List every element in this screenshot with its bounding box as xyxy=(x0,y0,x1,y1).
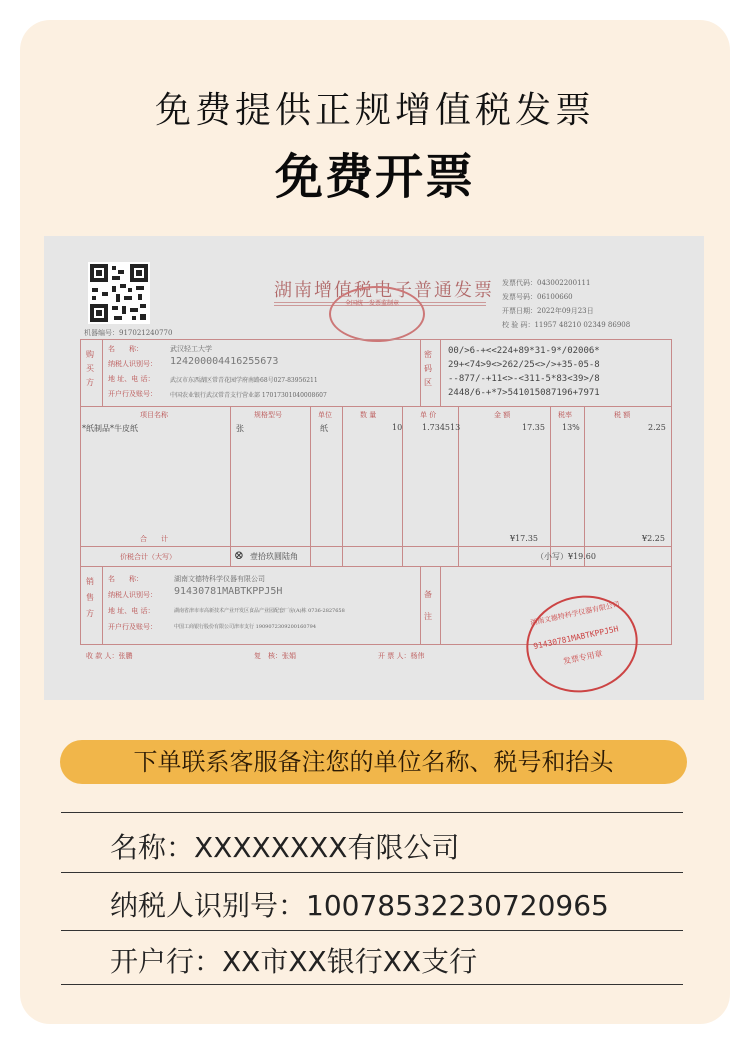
seller-row-top xyxy=(80,566,672,567)
seller-name-label: 名 称： xyxy=(108,575,143,583)
sum-small: （小写）¥19.60 xyxy=(536,552,596,561)
seller-name: 湖南文德特科学仪器有限公司 xyxy=(174,575,265,583)
code-line-4: 2448/6-+*7>541015087196+7971 xyxy=(448,388,600,398)
total-amount: ¥17.35 xyxy=(510,534,538,543)
col-unit: 单位 xyxy=(318,411,332,419)
buyer-name: 武汉轻工大学 xyxy=(170,345,212,353)
tax-id-row: 纳税人识别号：1007853223072096​5 xyxy=(110,889,609,922)
col-qty: 数 量 xyxy=(360,411,377,419)
col-divider-2 xyxy=(310,406,311,566)
notice-banner: 下单联系客服备注您的单位名称、税号和抬头 xyxy=(60,740,687,784)
item-price: 1.734513 xyxy=(422,423,461,432)
issuer-label: 开 票 人：杨伟 xyxy=(378,652,425,660)
col-divider-1 xyxy=(230,406,231,566)
seller-taxid-label: 纳税人识别号： xyxy=(108,591,157,599)
col-price: 单 价 xyxy=(420,411,437,419)
buyer-label-divider xyxy=(102,339,103,406)
seal-special-text: 发票专用章 xyxy=(562,649,604,667)
total-tax: ¥2.25 xyxy=(642,534,665,543)
seller-address: 湖南省津市市高新技术产业开发区食品产业园配套厂房(A)栋 0736-2827658 xyxy=(174,608,345,614)
invoice-code: 发票代码：043002200111 xyxy=(502,279,591,287)
supervision-seal-text: 全国统一发票监制章 xyxy=(345,300,400,307)
seal-company-text: 湖南文德特科学仪器有限公司 xyxy=(529,600,621,628)
item-tax: 2.25 xyxy=(648,423,666,432)
buyer-taxid-label: 纳税人识别号： xyxy=(108,360,157,368)
item-qty: 10 xyxy=(392,423,403,432)
company-name-row: 名称：XXXXXXXX有限公司 xyxy=(110,831,460,864)
code-line-3: --877/-+11<>-<311-5*83<39>/8 xyxy=(448,374,600,384)
remark-label: 备注 xyxy=(424,590,432,621)
divider-2 xyxy=(61,872,683,873)
item-unit-zhi: 纸 xyxy=(320,424,328,433)
invoice-promo-card xyxy=(20,20,730,1024)
col-spec: 规格型号 xyxy=(254,411,282,419)
bank-row: 开户行：XX市XX银行XX支行 xyxy=(110,945,478,978)
buyer-side-label: 购买方 xyxy=(86,350,94,387)
reviewer-label: 复 核：张娟 xyxy=(254,652,296,660)
item-amount: 17.35 xyxy=(522,423,545,432)
seal-taxid-text: 91430781MABTKPPJ5H xyxy=(532,624,620,652)
total-label: 合 计 xyxy=(140,535,168,543)
seller-side-label: 销售方 xyxy=(86,577,94,618)
col-divider-7 xyxy=(584,406,585,566)
seller-taxid: 91430781MABTKPPJ5H xyxy=(174,586,283,597)
divider-1 xyxy=(61,812,683,813)
buyer-name-label: 名 称： xyxy=(108,345,143,353)
invoice-title: 湖南增值税电子普通发票 xyxy=(274,280,494,301)
buyer-address: 武汉市东西湖区常青花园学府南路68号027-83956211 xyxy=(170,377,318,384)
buyer-address-label: 地 址、电 话： xyxy=(108,375,155,383)
item-tax-rate: 13% xyxy=(562,423,580,432)
sum-row-top xyxy=(80,546,672,547)
col-divider-3 xyxy=(342,406,343,566)
code-line-1: 00/>6-+<<224+89*31-9*/02006* xyxy=(448,346,600,356)
seller-bank-label: 开户行及账号： xyxy=(108,623,157,631)
remark-divider xyxy=(420,566,421,645)
promo-title: 免费开票 xyxy=(274,149,475,205)
invoice-document xyxy=(44,236,704,700)
sum-row-divider xyxy=(230,546,231,566)
seller-bank: 中国工商银行股份有限公司津市支行 1909072309200160794 xyxy=(174,624,317,630)
supervision-seal xyxy=(329,286,425,342)
invoice-number: 发票号码：06100660 xyxy=(502,293,573,301)
payee-label: 收 款 人：张鹏 xyxy=(86,652,133,660)
seller-address-label: 地 址、电 话： xyxy=(108,607,155,615)
sum-circle-icon: ⊗ xyxy=(234,548,245,562)
item-name: *纸制品*牛皮纸 xyxy=(82,424,138,433)
code-area-label: 密码区 xyxy=(424,350,432,387)
col-amount: 金 额 xyxy=(494,411,511,419)
col-tax-rate: 税率 xyxy=(558,411,572,419)
seller-label-divider xyxy=(102,566,103,645)
col-item-name: 项目名称 xyxy=(140,411,168,419)
invoice-photo xyxy=(44,236,704,700)
sum-words: 壹拾玖圆陆角 xyxy=(250,552,298,561)
code-area-divider-2 xyxy=(440,339,441,406)
promo-subtitle: 免费提供正规增值税发票 xyxy=(154,90,595,131)
check-code: 校 验 码：11957 48210 02349 86908 xyxy=(502,321,631,329)
col-divider-6 xyxy=(550,406,551,566)
code-line-2: 29+<74>9<>262/25<>/>+35-05-8 xyxy=(448,360,600,370)
col-tax: 税 额 xyxy=(614,411,631,419)
buyer-bank: 中国农业银行武汉常青支行营业部 17017301040008607 xyxy=(170,392,327,399)
divider-3 xyxy=(61,930,683,931)
buyer-bank-label: 开户行及账号： xyxy=(108,390,157,398)
code-area-divider xyxy=(420,339,421,406)
qr-code-icon xyxy=(88,262,150,324)
divider-4 xyxy=(61,984,683,985)
sum-label: 价税合计（大写） xyxy=(120,553,176,561)
invoice-date: 开票日期：2022年09月23日 xyxy=(502,307,594,315)
item-unit-zhang: 张 xyxy=(236,424,244,433)
buyer-taxid: 124200004416255673 xyxy=(170,356,279,367)
remark-divider-2 xyxy=(440,566,441,645)
machine-number: 机器编号：917021240770 xyxy=(84,329,173,337)
